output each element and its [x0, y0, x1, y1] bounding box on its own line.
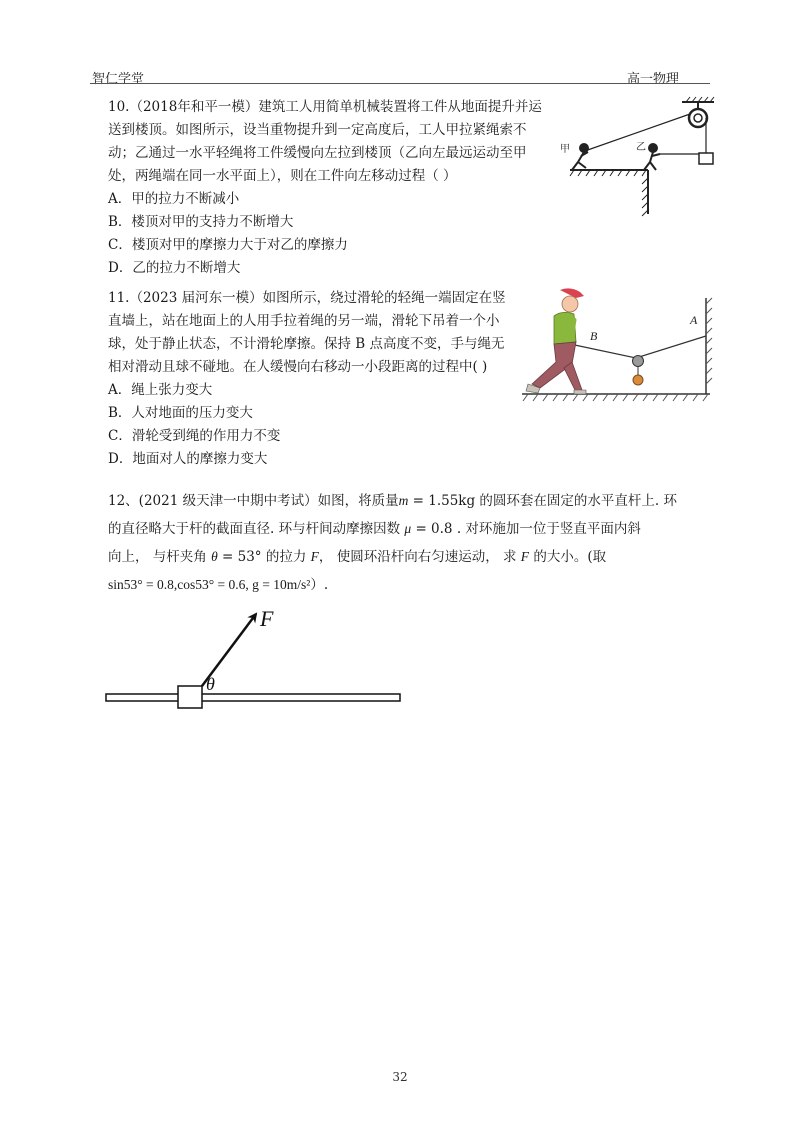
- q12-text: 的圆环套在固定的水平直杆上. 环: [475, 493, 677, 509]
- question-11-option-c: C．滑轮受到绳的作用力不变: [108, 428, 281, 444]
- q12-var-theta: θ: [211, 549, 218, 564]
- question-12-line-4: [108, 571, 708, 599]
- label-yi: 乙: [636, 142, 646, 153]
- q12-constants: sin53° = 0.8,cos53° = 0.6, g = 10m/s²: [108, 577, 311, 592]
- question-10-option-c: C．楼顶对甲的摩擦力大于对乙的摩擦力: [108, 237, 348, 253]
- workpiece-box: [699, 153, 713, 164]
- person-pulling: [526, 288, 586, 394]
- question-11-line: 11.（2023 届河东一模）如图所示，绕过滑轮的轻绳一端固定在竖: [108, 290, 506, 306]
- q12-text: . 对环施加一位于竖直平面内斜: [452, 521, 641, 537]
- q12-text: 的大小。(取: [529, 549, 607, 565]
- question-10-line: 动；乙通过一水平轻绳将工件缓慢向左拉到楼顶（乙向左最远运动至甲: [108, 145, 527, 161]
- label-f: F: [260, 606, 274, 631]
- ring-block: [178, 686, 202, 708]
- wall-hatch: [706, 298, 712, 384]
- q12-text: 12、(2021 级天津一中期中考试）如图，将质量: [108, 493, 399, 509]
- ground-hatch: [523, 394, 708, 401]
- q12-mass-value: = 1.55kg: [408, 493, 476, 509]
- question-11-option-b: B．人对地面的压力变大: [108, 405, 253, 421]
- question-12-line-1: [108, 487, 708, 515]
- question-10-option-b: B．楼顶对甲的支持力不断增大: [108, 214, 294, 230]
- question-12: [108, 487, 708, 599]
- question-11-option-d: D．地面对人的摩擦力变大: [108, 451, 268, 467]
- label-b: B: [590, 329, 598, 343]
- rooftop-hatch: [570, 170, 648, 216]
- q12-theta-value: = 53°: [217, 549, 262, 565]
- pulley-wheel: [689, 109, 707, 127]
- q12-text: 向上， 与杆夹角: [108, 549, 212, 565]
- page-number: 32: [392, 1070, 408, 1084]
- question-10-line: 处，两绳端在同一水平面上），则在工件向左移动过程（ ）: [108, 168, 457, 184]
- question-10-line: 送到楼顶。如图所示，设当重物提升到一定高度后，工人甲拉紧绳索不: [108, 122, 527, 138]
- question-11: [108, 287, 518, 471]
- question-10-option-d: D．乙的拉力不断增大: [108, 260, 241, 276]
- question-11-line: 直墙上，站在地面上的人用手拉着绳的另一端，滑轮下吊着一个小: [108, 313, 500, 329]
- question-12-line-2: [108, 515, 708, 543]
- question-12-figure: [100, 602, 405, 710]
- q12-var-f: F: [310, 549, 319, 564]
- q12-var-m: m: [398, 493, 409, 508]
- q12-text: ， 使圆环沿杆向右匀速运动， 求: [318, 549, 521, 565]
- ball: [633, 375, 643, 385]
- question-12-line-3: [108, 543, 708, 571]
- question-10-figure: [560, 96, 720, 221]
- question-10: [108, 96, 558, 280]
- q12-mu-value: = 0.8: [411, 521, 453, 537]
- worker-yi: [644, 144, 660, 170]
- pulley: [633, 356, 644, 367]
- question-11-line: 相对滑动且球不碰地。在人缓慢向右移动一小段距离的过程中( ): [108, 359, 488, 375]
- header-divider: [90, 83, 710, 84]
- q12-var-f: F: [520, 549, 530, 564]
- label-a: A: [690, 313, 698, 327]
- question-11-line: 球，处于静止状态，不计滑轮摩擦。保持 B 点高度不变，手与绳无: [108, 336, 505, 352]
- header-right-title: 高一物理: [627, 72, 680, 87]
- q12-var-mu: μ: [404, 521, 412, 536]
- label-theta: θ: [206, 674, 215, 694]
- question-10-line: 10.（2018年和平一模）建筑工人用简单机械装置将工件从地面提升并运: [108, 99, 542, 115]
- question-10-option-a: A．甲的拉力不断减小: [108, 191, 240, 207]
- q12-text: 的拉力: [261, 549, 311, 565]
- label-jia: 甲: [560, 144, 570, 155]
- horizontal-rod: [106, 694, 400, 701]
- worker-jia: [572, 144, 588, 170]
- q12-text: 的直径略大于杆的截面直径. 环与杆间动摩擦因数: [108, 521, 405, 537]
- q12-text: ）.: [310, 577, 329, 593]
- header-left-title: 智仁学堂: [92, 72, 145, 87]
- question-11-option-a: A．绳上张力变大: [108, 382, 213, 398]
- question-11-figure: [518, 284, 713, 406]
